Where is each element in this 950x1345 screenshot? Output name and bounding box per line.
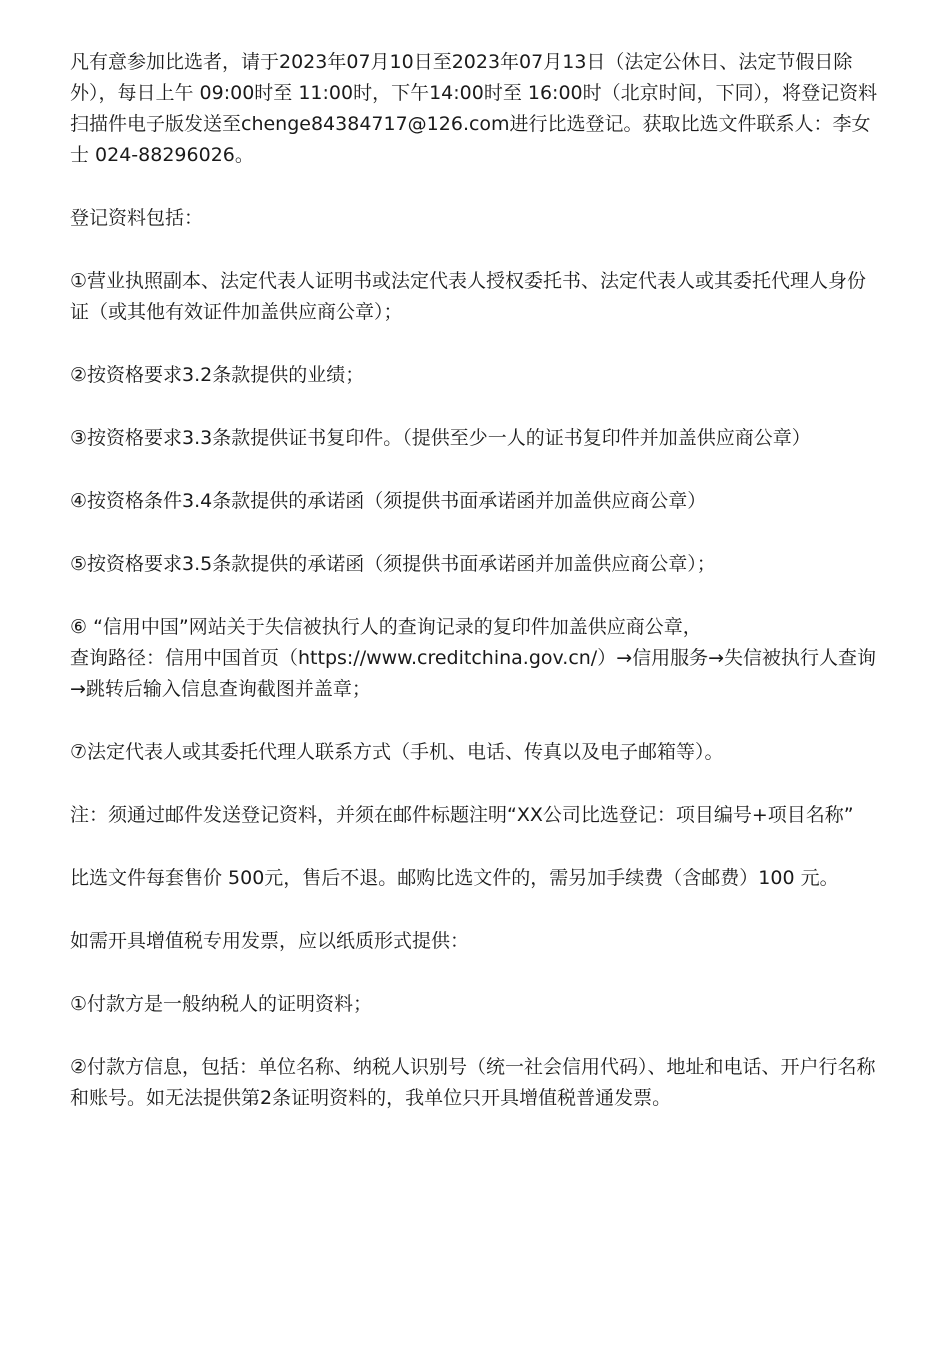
material-item-6-line-1: ⑥ “信用中国”网站关于失信被执行人的查询记录的复印件加盖供应商公章，	[70, 616, 702, 638]
material-item-3: ③按资格要求3.3条款提供证书复印件。（提供至少一人的证书复印件并加盖供应商公章）	[70, 427, 811, 449]
material-item-4: ④按资格条件3.4条款提供的承诺函（须提供书面承诺函并加盖供应商公章）	[70, 490, 707, 512]
price-paragraph: 比选文件每套售价 500元，售后不退。邮购比选文件的，需另加手续费（含邮费）100 元。	[70, 867, 839, 889]
invoice-item-1: ①付款方是一般纳税人的证明资料；	[70, 993, 373, 1015]
registration-period-paragraph: 凡有意参加比选者，请于2023年07月10日至2023年07月13日（法定公休日、法定节假日除外），每日上午 09:00时至 11:00时，下午14:00时至 16:00时（北京时间，下同），将登记资料扫描件电子版发送至chenge84384717@126.com进行比选登记。获取比选文件联系人：李女士 024-88296026。	[70, 51, 878, 166]
material-item-6-line-2: 查询路径：信用中国首页（https://www.creditchina.gov.cn/）→信用服务→失信被执行人查询→跳转后输入信息查询截图并盖章；	[70, 647, 877, 700]
material-item-2: ②按资格要求3.2条款提供的业绩；	[70, 364, 365, 386]
email-note-paragraph: 注：须通过邮件发送登记资料，并须在邮件标题注明“XX公司比选登记：项目编号+项目名称”	[70, 804, 854, 826]
registration-materials-heading: 登记资料包括：	[70, 207, 204, 229]
invoice-heading: 如需开具增值税专用发票，应以纸质形式提供：	[70, 930, 470, 952]
material-item-5: ⑤按资格要求3.5条款提供的承诺函（须提供书面承诺函并加盖供应商公章）；	[70, 553, 716, 575]
material-item-1: ①营业执照副本、法定代表人证明书或法定代表人授权委托书、法定代表人或其委托代理人身份证（或其他有效证件加盖供应商公章）；	[70, 270, 867, 323]
material-item-6	[70, 612, 885, 705]
material-item-7: ⑦法定代表人或其委托代理人联系方式（手机、电话、传真以及电子邮箱等）。	[70, 741, 724, 763]
invoice-item-2: ②付款方信息，包括：单位名称、纳税人识别号（统一社会信用代码）、地址和电话、开户行名称和账号。如无法提供第2条证明资料的，我单位只开具增值税普通发票。	[70, 1056, 876, 1109]
document-body	[70, 47, 885, 1146]
